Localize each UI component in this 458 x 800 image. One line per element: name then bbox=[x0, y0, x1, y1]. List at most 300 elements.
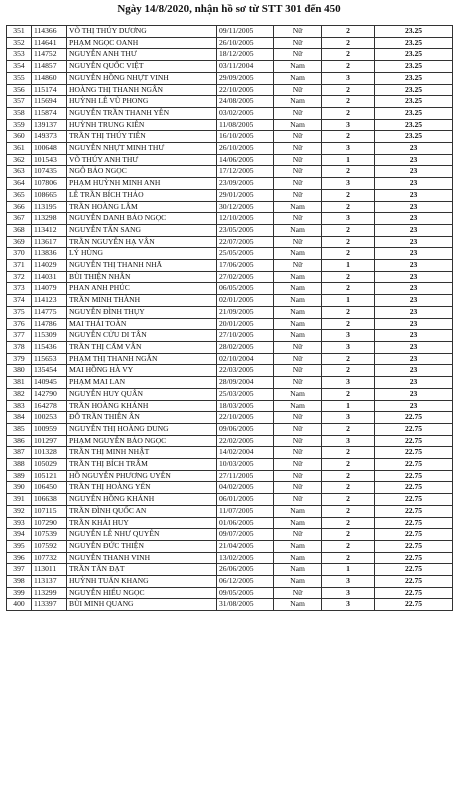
student-name-cell: PHẠM HUỲNH MINH ANH bbox=[67, 178, 217, 190]
stt-cell: 385 bbox=[7, 423, 32, 435]
priority-cell: 2 bbox=[322, 482, 375, 494]
birth-date-cell: 09/06/2005 bbox=[217, 423, 274, 435]
score-cell: 23 bbox=[375, 224, 453, 236]
student-id-cell: 108665 bbox=[32, 189, 67, 201]
stt-cell: 361 bbox=[7, 143, 32, 155]
gender-cell: Nữ bbox=[274, 587, 322, 599]
student-id-cell: 100959 bbox=[32, 423, 67, 435]
score-cell: 23.25 bbox=[375, 26, 453, 38]
student-id-cell: 113397 bbox=[32, 599, 67, 611]
gender-cell: Nam bbox=[274, 400, 322, 412]
table-row bbox=[7, 353, 453, 365]
table-row bbox=[7, 435, 453, 447]
student-id-cell: 113299 bbox=[32, 587, 67, 599]
gender-cell: Nữ bbox=[274, 236, 322, 248]
student-name-cell: VÕ THỊ THÚY DƯƠNG bbox=[67, 26, 217, 38]
student-name-cell: TRẦN THỊ THÚY TIÊN bbox=[67, 131, 217, 143]
student-id-cell: 101297 bbox=[32, 435, 67, 447]
score-cell: 23 bbox=[375, 388, 453, 400]
score-cell: 23.25 bbox=[375, 107, 453, 119]
stt-cell: 366 bbox=[7, 201, 32, 213]
student-id-cell: 115436 bbox=[32, 341, 67, 353]
priority-cell: 3 bbox=[322, 119, 375, 131]
stt-cell: 372 bbox=[7, 271, 32, 283]
priority-cell: 2 bbox=[322, 505, 375, 517]
stt-cell: 362 bbox=[7, 154, 32, 166]
score-cell: 22.75 bbox=[375, 435, 453, 447]
table-row bbox=[7, 318, 453, 330]
gender-cell: Nữ bbox=[274, 470, 322, 482]
table-row bbox=[7, 494, 453, 506]
student-name-cell: HUỲNH TUẤN KHANG bbox=[67, 576, 217, 588]
birth-date-cell: 18/12/2005 bbox=[217, 49, 274, 61]
priority-cell: 2 bbox=[322, 365, 375, 377]
priority-cell: 2 bbox=[322, 529, 375, 541]
stt-cell: 371 bbox=[7, 260, 32, 272]
student-name-cell: NGUYỄN NHỰT MINH THƯ bbox=[67, 143, 217, 155]
admission-table bbox=[6, 25, 453, 611]
priority-cell: 2 bbox=[322, 166, 375, 178]
stt-cell: 377 bbox=[7, 330, 32, 342]
stt-cell: 393 bbox=[7, 517, 32, 529]
priority-cell: 2 bbox=[322, 224, 375, 236]
student-name-cell: NGÔ BẢO NGỌC bbox=[67, 166, 217, 178]
stt-cell: 367 bbox=[7, 213, 32, 225]
table-row bbox=[7, 131, 453, 143]
score-cell: 23 bbox=[375, 166, 453, 178]
gender-cell: Nữ bbox=[274, 178, 322, 190]
student-name-cell: NGUYỄN THỊ THANH NHÃ bbox=[67, 260, 217, 272]
birth-date-cell: 22/10/2005 bbox=[217, 412, 274, 424]
priority-cell: 3 bbox=[322, 412, 375, 424]
stt-cell: 351 bbox=[7, 26, 32, 38]
priority-cell: 2 bbox=[322, 131, 375, 143]
priority-cell: 3 bbox=[322, 178, 375, 190]
stt-cell: 380 bbox=[7, 365, 32, 377]
student-id-cell: 140945 bbox=[32, 377, 67, 389]
table-row bbox=[7, 178, 453, 190]
table-row bbox=[7, 107, 453, 119]
student-name-cell: PHẠM MAI LAN bbox=[67, 377, 217, 389]
student-name-cell: TRẦN THỊ HOÀNG YẾN bbox=[67, 482, 217, 494]
score-cell: 23 bbox=[375, 248, 453, 260]
student-name-cell: NGUYỄN ANH THƯ bbox=[67, 49, 217, 61]
score-cell: 22.75 bbox=[375, 459, 453, 471]
score-cell: 22.75 bbox=[375, 412, 453, 424]
priority-cell: 2 bbox=[322, 248, 375, 260]
student-name-cell: BÙI THIỆN NHÂN bbox=[67, 271, 217, 283]
priority-cell: 2 bbox=[322, 306, 375, 318]
stt-cell: 396 bbox=[7, 552, 32, 564]
gender-cell: Nữ bbox=[274, 189, 322, 201]
student-id-cell: 107115 bbox=[32, 505, 67, 517]
stt-cell: 368 bbox=[7, 224, 32, 236]
score-cell: 23 bbox=[375, 213, 453, 225]
gender-cell: Nữ bbox=[274, 26, 322, 38]
gender-cell: Nữ bbox=[274, 37, 322, 49]
birth-date-cell: 23/09/2005 bbox=[217, 178, 274, 190]
score-cell: 23.25 bbox=[375, 96, 453, 108]
priority-cell: 3 bbox=[322, 213, 375, 225]
stt-cell: 392 bbox=[7, 505, 32, 517]
table-row bbox=[7, 166, 453, 178]
priority-cell: 2 bbox=[322, 26, 375, 38]
score-cell: 23.25 bbox=[375, 61, 453, 73]
stt-cell: 369 bbox=[7, 236, 32, 248]
student-name-cell: LÊ TRẦN BÍCH THẢO bbox=[67, 189, 217, 201]
priority-cell: 2 bbox=[322, 517, 375, 529]
stt-cell: 395 bbox=[7, 540, 32, 552]
student-name-cell: NGUYỄN THỊ HOÀNG DUNG bbox=[67, 423, 217, 435]
stt-cell: 352 bbox=[7, 37, 32, 49]
student-id-cell: 107539 bbox=[32, 529, 67, 541]
stt-cell: 400 bbox=[7, 599, 32, 611]
score-cell: 22.75 bbox=[375, 587, 453, 599]
table-row bbox=[7, 213, 453, 225]
student-id-cell: 114857 bbox=[32, 61, 67, 73]
student-name-cell: NGUYỄN ĐỨC THIỆN bbox=[67, 540, 217, 552]
student-id-cell: 113617 bbox=[32, 236, 67, 248]
student-name-cell: NGUYỄN TẤN SANG bbox=[67, 224, 217, 236]
table-row bbox=[7, 189, 453, 201]
table-row bbox=[7, 49, 453, 61]
score-cell: 23.25 bbox=[375, 131, 453, 143]
table-row bbox=[7, 37, 453, 49]
student-id-cell: 114641 bbox=[32, 37, 67, 49]
gender-cell: Nữ bbox=[274, 154, 322, 166]
score-cell: 23 bbox=[375, 178, 453, 190]
stt-cell: 391 bbox=[7, 494, 32, 506]
student-id-cell: 115694 bbox=[32, 96, 67, 108]
score-cell: 23 bbox=[375, 377, 453, 389]
student-name-cell: HOÀNG THỊ THANH NGÂN bbox=[67, 84, 217, 96]
gender-cell: Nam bbox=[274, 388, 322, 400]
gender-cell: Nam bbox=[274, 248, 322, 260]
stt-cell: 394 bbox=[7, 529, 32, 541]
student-id-cell: 115309 bbox=[32, 330, 67, 342]
score-cell: 23 bbox=[375, 260, 453, 272]
score-cell: 23 bbox=[375, 189, 453, 201]
score-cell: 23 bbox=[375, 400, 453, 412]
score-cell: 23 bbox=[375, 330, 453, 342]
priority-cell: 2 bbox=[322, 540, 375, 552]
gender-cell: Nam bbox=[274, 271, 322, 283]
student-id-cell: 113836 bbox=[32, 248, 67, 260]
stt-cell: 378 bbox=[7, 341, 32, 353]
score-cell: 22.75 bbox=[375, 482, 453, 494]
stt-cell: 360 bbox=[7, 131, 32, 143]
score-cell: 23 bbox=[375, 341, 453, 353]
gender-cell: Nam bbox=[274, 306, 322, 318]
priority-cell: 3 bbox=[322, 330, 375, 342]
score-cell: 22.75 bbox=[375, 505, 453, 517]
stt-cell: 384 bbox=[7, 412, 32, 424]
gender-cell: Nữ bbox=[274, 131, 322, 143]
birth-date-cell: 21/04/2005 bbox=[217, 540, 274, 552]
birth-date-cell: 30/12/2005 bbox=[217, 201, 274, 213]
table-row bbox=[7, 529, 453, 541]
student-id-cell: 107435 bbox=[32, 166, 67, 178]
student-name-cell: TRẦN HOÀNG KHÁNH bbox=[67, 400, 217, 412]
score-cell: 22.75 bbox=[375, 470, 453, 482]
birth-date-cell: 17/06/2005 bbox=[217, 260, 274, 272]
priority-cell: 3 bbox=[322, 143, 375, 155]
birth-date-cell: 09/07/2005 bbox=[217, 529, 274, 541]
student-id-cell: 114775 bbox=[32, 306, 67, 318]
birth-date-cell: 12/10/2005 bbox=[217, 213, 274, 225]
gender-cell: Nữ bbox=[274, 459, 322, 471]
table-row bbox=[7, 306, 453, 318]
student-name-cell: TRẦN ĐÌNH QUỐC AN bbox=[67, 505, 217, 517]
student-name-cell: NGUYỄN LÊ NHƯ QUYÊN bbox=[67, 529, 217, 541]
stt-cell: 397 bbox=[7, 564, 32, 576]
priority-cell: 2 bbox=[322, 283, 375, 295]
student-id-cell: 105029 bbox=[32, 459, 67, 471]
student-name-cell: TRẦN TẤN ĐẠT bbox=[67, 564, 217, 576]
score-cell: 23.25 bbox=[375, 72, 453, 84]
stt-cell: 365 bbox=[7, 189, 32, 201]
student-name-cell: HUỲNH LÊ VŨ PHONG bbox=[67, 96, 217, 108]
gender-cell: Nữ bbox=[274, 435, 322, 447]
table-row bbox=[7, 470, 453, 482]
gender-cell: Nữ bbox=[274, 107, 322, 119]
student-name-cell: BÙI MINH QUANG bbox=[67, 599, 217, 611]
birth-date-cell: 25/03/2005 bbox=[217, 388, 274, 400]
gender-cell: Nữ bbox=[274, 166, 322, 178]
student-name-cell: NGUYỄN HIẾU NGỌC bbox=[67, 587, 217, 599]
stt-cell: 370 bbox=[7, 248, 32, 260]
stt-cell: 398 bbox=[7, 576, 32, 588]
student-id-cell: 113298 bbox=[32, 213, 67, 225]
student-name-cell: PHAN ANH PHÚC bbox=[67, 283, 217, 295]
gender-cell: Nam bbox=[274, 283, 322, 295]
gender-cell: Nữ bbox=[274, 423, 322, 435]
gender-cell: Nam bbox=[274, 330, 322, 342]
table-row bbox=[7, 517, 453, 529]
gender-cell: Nữ bbox=[274, 377, 322, 389]
priority-cell: 3 bbox=[322, 341, 375, 353]
stt-cell: 363 bbox=[7, 166, 32, 178]
student-id-cell: 115653 bbox=[32, 353, 67, 365]
score-cell: 22.75 bbox=[375, 447, 453, 459]
stt-cell: 357 bbox=[7, 96, 32, 108]
score-cell: 23 bbox=[375, 295, 453, 307]
gender-cell: Nữ bbox=[274, 341, 322, 353]
student-name-cell: HUỲNH TRUNG KIÊN bbox=[67, 119, 217, 131]
score-cell: 23 bbox=[375, 154, 453, 166]
score-cell: 23.25 bbox=[375, 49, 453, 61]
priority-cell: 2 bbox=[322, 447, 375, 459]
table-row bbox=[7, 599, 453, 611]
student-id-cell: 113412 bbox=[32, 224, 67, 236]
student-name-cell: TRẦN KHẢI HUY bbox=[67, 517, 217, 529]
gender-cell: Nam bbox=[274, 318, 322, 330]
priority-cell: 3 bbox=[322, 377, 375, 389]
stt-cell: 379 bbox=[7, 353, 32, 365]
priority-cell: 2 bbox=[322, 49, 375, 61]
table-row bbox=[7, 423, 453, 435]
student-id-cell: 113195 bbox=[32, 201, 67, 213]
birth-date-cell: 11/07/2005 bbox=[217, 505, 274, 517]
score-cell: 23 bbox=[375, 143, 453, 155]
gender-cell: Nữ bbox=[274, 143, 322, 155]
table-row bbox=[7, 377, 453, 389]
table-row bbox=[7, 283, 453, 295]
priority-cell: 2 bbox=[322, 353, 375, 365]
student-id-cell: 114366 bbox=[32, 26, 67, 38]
stt-cell: 382 bbox=[7, 388, 32, 400]
score-cell: 23 bbox=[375, 236, 453, 248]
table-row bbox=[7, 341, 453, 353]
birth-date-cell: 06/12/2005 bbox=[217, 576, 274, 588]
table-row bbox=[7, 84, 453, 96]
score-cell: 22.75 bbox=[375, 494, 453, 506]
table-row bbox=[7, 388, 453, 400]
birth-date-cell: 17/12/2005 bbox=[217, 166, 274, 178]
table-row bbox=[7, 482, 453, 494]
table-row bbox=[7, 61, 453, 73]
score-cell: 22.75 bbox=[375, 576, 453, 588]
student-id-cell: 142790 bbox=[32, 388, 67, 400]
student-name-cell: NGUYỄN ĐÌNH THỤY bbox=[67, 306, 217, 318]
gender-cell: Nam bbox=[274, 61, 322, 73]
table-row bbox=[7, 540, 453, 552]
table-row bbox=[7, 564, 453, 576]
score-cell: 23 bbox=[375, 201, 453, 213]
student-id-cell: 114786 bbox=[32, 318, 67, 330]
stt-cell: 399 bbox=[7, 587, 32, 599]
gender-cell: Nam bbox=[274, 505, 322, 517]
student-id-cell: 114031 bbox=[32, 271, 67, 283]
student-id-cell: 114752 bbox=[32, 49, 67, 61]
gender-cell: Nữ bbox=[274, 482, 322, 494]
birth-date-cell: 22/07/2005 bbox=[217, 236, 274, 248]
stt-cell: 364 bbox=[7, 178, 32, 190]
student-id-cell: 115174 bbox=[32, 84, 67, 96]
gender-cell: Nam bbox=[274, 224, 322, 236]
score-cell: 22.75 bbox=[375, 540, 453, 552]
student-name-cell: MAI HỒNG HÀ VY bbox=[67, 365, 217, 377]
table-row bbox=[7, 72, 453, 84]
table-row bbox=[7, 248, 453, 260]
student-id-cell: 114079 bbox=[32, 283, 67, 295]
priority-cell: 2 bbox=[322, 96, 375, 108]
score-cell: 23 bbox=[375, 353, 453, 365]
birth-date-cell: 27/11/2005 bbox=[217, 470, 274, 482]
gender-cell: Nữ bbox=[274, 447, 322, 459]
priority-cell: 2 bbox=[322, 271, 375, 283]
score-cell: 23 bbox=[375, 283, 453, 295]
student-name-cell: HỒ NGUYỄN PHƯƠNG UYÊN bbox=[67, 470, 217, 482]
table-row bbox=[7, 224, 453, 236]
student-id-cell: 135454 bbox=[32, 365, 67, 377]
gender-cell: Nữ bbox=[274, 84, 322, 96]
gender-cell: Nữ bbox=[274, 494, 322, 506]
table-row bbox=[7, 587, 453, 599]
birth-date-cell: 26/10/2005 bbox=[217, 37, 274, 49]
gender-cell: Nam bbox=[274, 552, 322, 564]
gender-cell: Nam bbox=[274, 295, 322, 307]
student-id-cell: 139137 bbox=[32, 119, 67, 131]
student-name-cell: TRẦN HOÀNG LÂM bbox=[67, 201, 217, 213]
priority-cell: 2 bbox=[322, 201, 375, 213]
birth-date-cell: 22/03/2005 bbox=[217, 365, 274, 377]
table-row bbox=[7, 295, 453, 307]
birth-date-cell: 02/10/2004 bbox=[217, 353, 274, 365]
priority-cell: 2 bbox=[322, 423, 375, 435]
priority-cell: 3 bbox=[322, 72, 375, 84]
table-row bbox=[7, 26, 453, 38]
score-cell: 23 bbox=[375, 306, 453, 318]
student-name-cell: NGUYỄN DANH BẢO NGỌC bbox=[67, 213, 217, 225]
priority-cell: 1 bbox=[322, 260, 375, 272]
stt-cell: 355 bbox=[7, 72, 32, 84]
score-cell: 23.25 bbox=[375, 37, 453, 49]
stt-cell: 381 bbox=[7, 377, 32, 389]
birth-date-cell: 28/09/2004 bbox=[217, 377, 274, 389]
priority-cell: 2 bbox=[322, 552, 375, 564]
student-id-cell: 115874 bbox=[32, 107, 67, 119]
student-id-cell: 101328 bbox=[32, 447, 67, 459]
priority-cell: 3 bbox=[322, 599, 375, 611]
student-id-cell: 114029 bbox=[32, 260, 67, 272]
gender-cell: Nam bbox=[274, 564, 322, 576]
stt-cell: 375 bbox=[7, 306, 32, 318]
table-row bbox=[7, 236, 453, 248]
student-id-cell: 100253 bbox=[32, 412, 67, 424]
birth-date-cell: 09/11/2005 bbox=[217, 26, 274, 38]
priority-cell: 2 bbox=[322, 494, 375, 506]
stt-cell: 354 bbox=[7, 61, 32, 73]
score-cell: 22.75 bbox=[375, 529, 453, 541]
student-name-cell: PHẠM NGUYỄN BẢO NGỌC bbox=[67, 435, 217, 447]
gender-cell: Nữ bbox=[274, 49, 322, 61]
birth-date-cell: 01/06/2005 bbox=[217, 517, 274, 529]
table-row bbox=[7, 143, 453, 155]
table-row bbox=[7, 400, 453, 412]
birth-date-cell: 27/10/2005 bbox=[217, 330, 274, 342]
table-row bbox=[7, 447, 453, 459]
student-id-cell: 107806 bbox=[32, 178, 67, 190]
gender-cell: Nam bbox=[274, 540, 322, 552]
student-name-cell: TRẦN NGUYỄN HẠ VÂN bbox=[67, 236, 217, 248]
score-cell: 22.75 bbox=[375, 599, 453, 611]
priority-cell: 2 bbox=[322, 388, 375, 400]
score-cell: 23 bbox=[375, 318, 453, 330]
birth-date-cell: 11/08/2005 bbox=[217, 119, 274, 131]
birth-date-cell: 22/02/2005 bbox=[217, 435, 274, 447]
student-name-cell: NGUYỄN HUY QUÂN bbox=[67, 388, 217, 400]
priority-cell: 2 bbox=[322, 37, 375, 49]
birth-date-cell: 03/11/2004 bbox=[217, 61, 274, 73]
table-row bbox=[7, 459, 453, 471]
student-name-cell: LÝ HÙNG bbox=[67, 248, 217, 260]
gender-cell: Nam bbox=[274, 96, 322, 108]
stt-cell: 358 bbox=[7, 107, 32, 119]
birth-date-cell: 03/02/2005 bbox=[217, 107, 274, 119]
table-row bbox=[7, 576, 453, 588]
gender-cell: Nam bbox=[274, 599, 322, 611]
table-row bbox=[7, 96, 453, 108]
priority-cell: 2 bbox=[322, 236, 375, 248]
score-cell: 23.25 bbox=[375, 119, 453, 131]
table-row bbox=[7, 505, 453, 517]
birth-date-cell: 20/01/2005 bbox=[217, 318, 274, 330]
score-cell: 22.75 bbox=[375, 564, 453, 576]
page-title: Ngày 14/8/2020, nhận hồ sơ từ STT 301 đến 450 bbox=[117, 3, 341, 15]
stt-cell: 383 bbox=[7, 400, 32, 412]
gender-cell: Nữ bbox=[274, 412, 322, 424]
